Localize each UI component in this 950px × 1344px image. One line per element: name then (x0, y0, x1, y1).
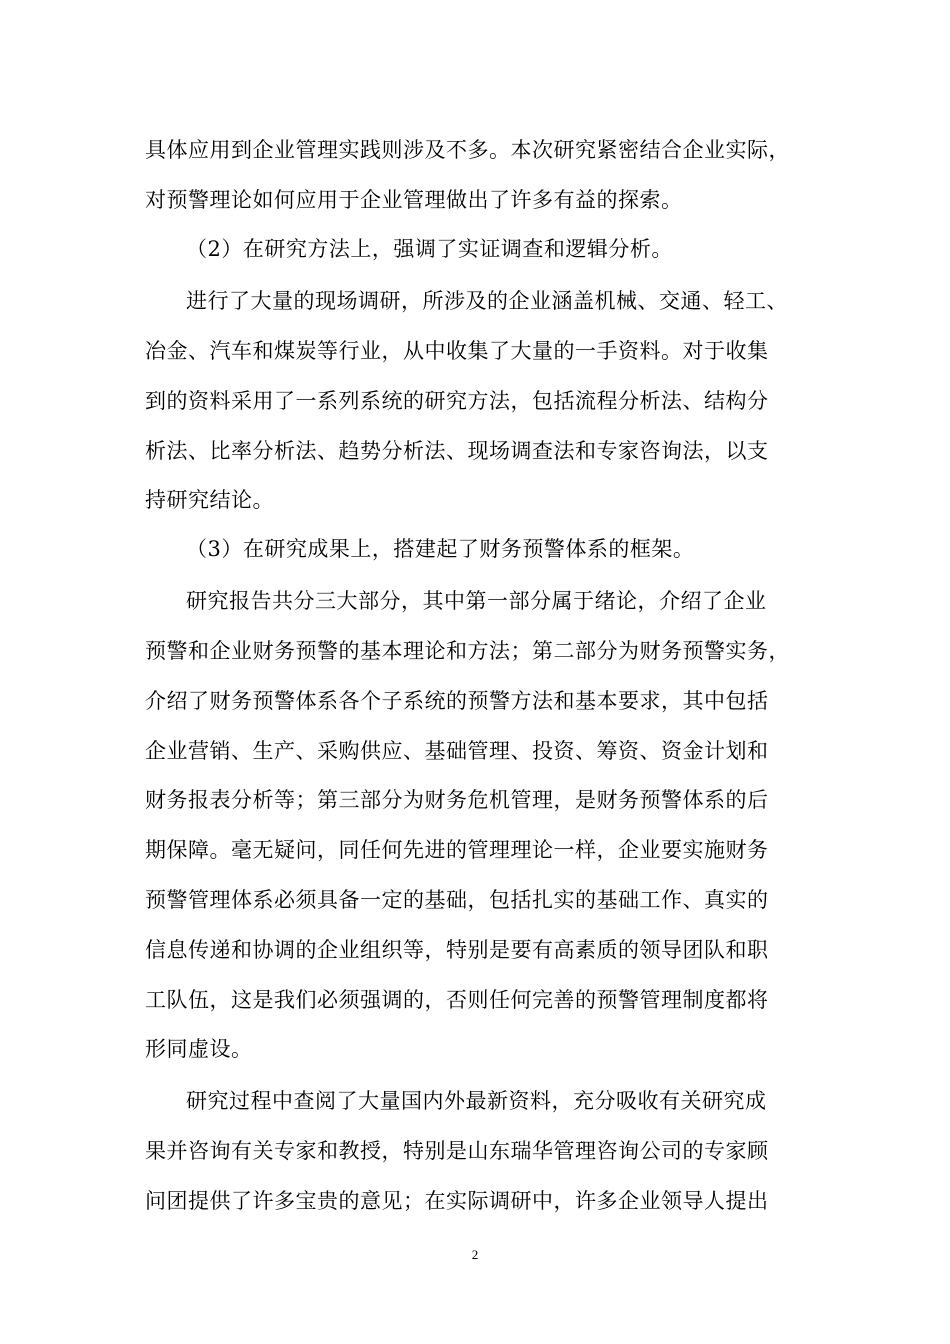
text-line: 析法、比率分析法、趋势分析法、现场调查法和专家咨询法，以支 (145, 439, 769, 463)
text-line: 企业营销、生产、采购供应、基础管理、投资、筹资、资金计划和 (145, 739, 769, 763)
text-line: 果并咨询有关专家和教授，特别是山东瑞华管理咨询公司的专家顾 (145, 1139, 769, 1163)
text-line: 研究过程中查阅了大量国内外最新资料，充分吸收有关研究成 (186, 1089, 767, 1113)
text-line: 预警管理体系必须具备一定的基础，包括扎实的基础工作、真实的 (145, 888, 769, 912)
section-heading: （3）在研究成果上，搭建起了财务预警体系的框架。 (186, 537, 695, 561)
text-line: 问团提供了许多宝贵的意见；在实际调研中，许多企业领导人提出 (145, 1189, 769, 1213)
text-line: 具体应用到企业管理实践则涉及不多。本次研究紧密结合企业实际， (145, 138, 790, 162)
text-line: 期保障。毫无疑问，同任何先进的管理理论一样，企业要实施财务 (145, 838, 769, 862)
page-number: 2 (471, 1247, 479, 1262)
section-heading: （2）在研究方法上，强调了实证调查和逻辑分析。 (186, 237, 673, 261)
text-line: 冶金、汽车和煤炭等行业，从中收集了大量的一手资料。对于收集 (145, 339, 769, 363)
text-line: 到的资料采用了一系列系统的研究方法，包括流程分析法、结构分 (145, 389, 769, 413)
text-line: 持研究结论。 (145, 488, 274, 512)
text-line: 研究报告共分三大部分，其中第一部分属于绪论，介绍了企业 (186, 589, 767, 613)
text-line: 对预警理论如何应用于企业管理做出了许多有益的探索。 (145, 188, 683, 212)
text-line: 进行了大量的现场调研，所涉及的企业涵盖机械、交通、轻工、 (186, 289, 788, 313)
text-line: 工队伍，这是我们必须强调的，否则任何完善的预警管理制度都将 (145, 988, 769, 1012)
text-line: 预警和企业财务预警的基本理论和方法；第二部分为财务预警实务， (145, 639, 790, 663)
text-line: 形同虚设。 (145, 1037, 253, 1061)
text-line: 介绍了财务预警体系各个子系统的预警方法和基本要求，其中包括 (145, 689, 769, 713)
text-line: 财务报表分析等；第三部分为财务危机管理，是财务预警体系的后 (145, 788, 769, 812)
text-line: 信息传递和协调的企业组织等，特别是要有高素质的领导团队和职 (145, 938, 769, 962)
